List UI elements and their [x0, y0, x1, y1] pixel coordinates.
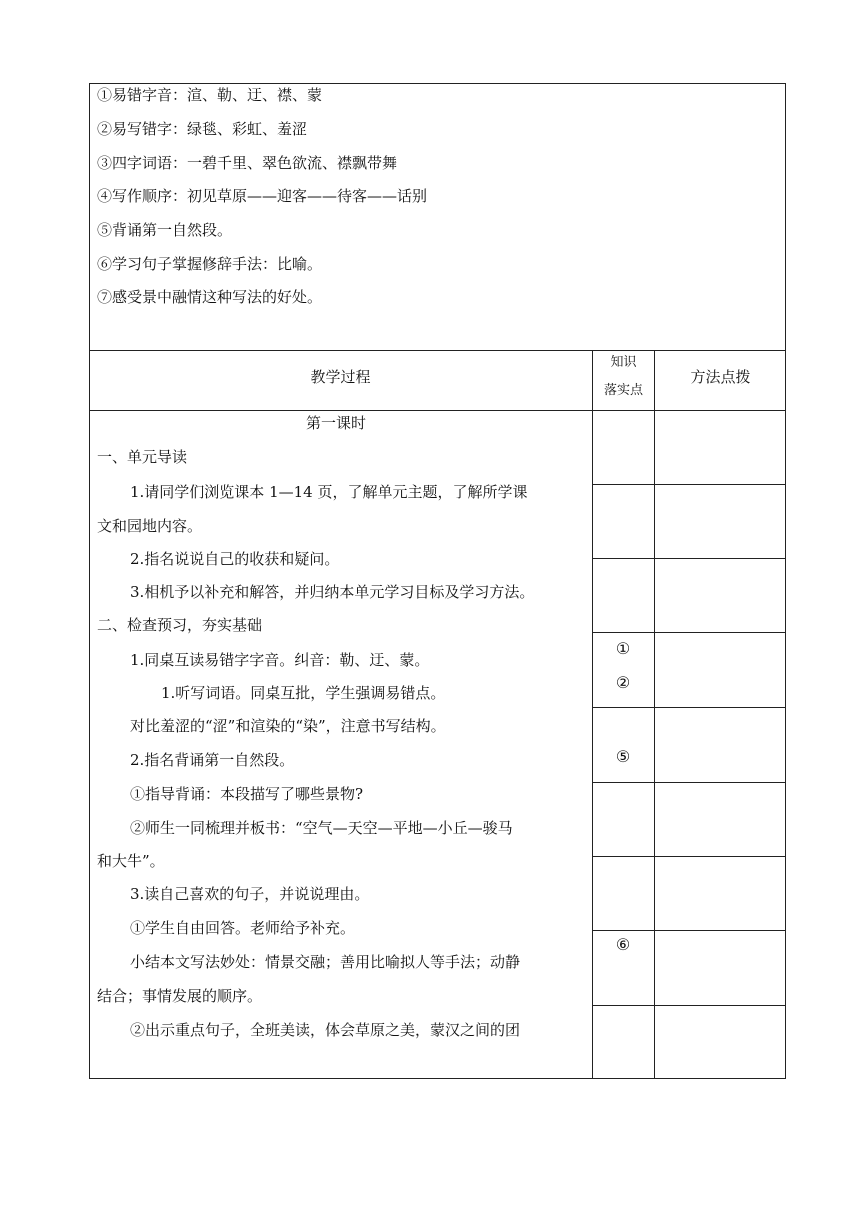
header-knowledge-line2: 落实点	[603, 383, 643, 398]
objective-item: ⑥学习句子掌握修辞手法：比喻。	[97, 255, 323, 273]
objective-item: ③四字词语：一碧千里、翠色欲流、襟飘带舞	[97, 154, 398, 172]
process-line: ②出示重点句子，全班美读，体会草原之美，蒙汉之间的团	[130, 1021, 521, 1039]
objective-item: ⑤背诵第一自然段。	[97, 221, 233, 239]
process-line: 小结本文写法妙处：情景交融；善用比喻拟人等手法；动静	[130, 953, 521, 971]
column-divider	[592, 350, 593, 1079]
objective-item: ①易错字音：渲、勒、迂、襟、蒙	[97, 86, 323, 104]
process-line: ①学生自由回答。老师给予补充。	[130, 919, 356, 937]
column-divider	[654, 350, 655, 1079]
process-line: 结合；事情发展的顺序。	[97, 987, 263, 1005]
objective-item: ④写作顺序：初见草原——迎客——待客——话别	[97, 187, 428, 205]
header-method: 方法点拨	[690, 368, 751, 386]
row-divider	[592, 782, 786, 783]
knowledge-mark: ①	[615, 639, 631, 658]
process-line: 1.听写词语。同桌互批，学生强调易错点。	[161, 684, 446, 702]
row-divider	[592, 558, 786, 559]
process-line: 1.同桌互读易错字字音。纠音：勒、迂、蒙。	[130, 651, 430, 669]
process-line: 2.指名背诵第一自然段。	[130, 751, 295, 769]
header-knowledge-line1: 知识	[610, 355, 637, 370]
knowledge-mark: ②	[615, 673, 631, 692]
lesson-title: 第一课时	[306, 414, 367, 432]
row-divider	[592, 707, 786, 708]
process-line: 一、单元导读	[97, 448, 188, 466]
process-line: 3.读自己喜欢的句子，并说说理由。	[130, 885, 370, 903]
header-teaching-process: 教学过程	[310, 368, 371, 386]
objective-item: ②易写错字：绿毯、彩虹、羞涩	[97, 120, 308, 138]
row-divider	[592, 930, 786, 931]
row-divider	[592, 1005, 786, 1006]
row-divider	[592, 484, 786, 485]
process-line: 文和园地内容。	[97, 517, 203, 535]
knowledge-mark: ⑤	[615, 747, 631, 766]
process-line: 2.指名说说自己的收获和疑问。	[130, 550, 340, 568]
process-line: ①指导背诵：本段描写了哪些景物?	[130, 785, 364, 803]
process-line: ②师生一同梳理并板书：“空气—天空—平地—小丘—骏马	[130, 819, 513, 837]
process-line: 和大牛”。	[97, 852, 165, 870]
process-line: 对比羞涩的“涩”和渲染的“染”，注意书写结构。	[130, 717, 446, 735]
objective-item: ⑦感受景中融情这种写法的好处。	[97, 288, 323, 306]
process-line: 3.相机予以补充和解答，并归纳本单元学习目标及学习方法。	[130, 583, 535, 601]
knowledge-mark: ⑥	[615, 935, 631, 954]
process-line: 二、检查预习，夯实基础	[97, 616, 263, 634]
process-line: 1.请同学们浏览课本 1—14 页，了解单元主题，了解所学课	[130, 483, 528, 501]
header-divider	[89, 410, 786, 411]
row-divider	[592, 632, 786, 633]
row-divider	[592, 856, 786, 857]
